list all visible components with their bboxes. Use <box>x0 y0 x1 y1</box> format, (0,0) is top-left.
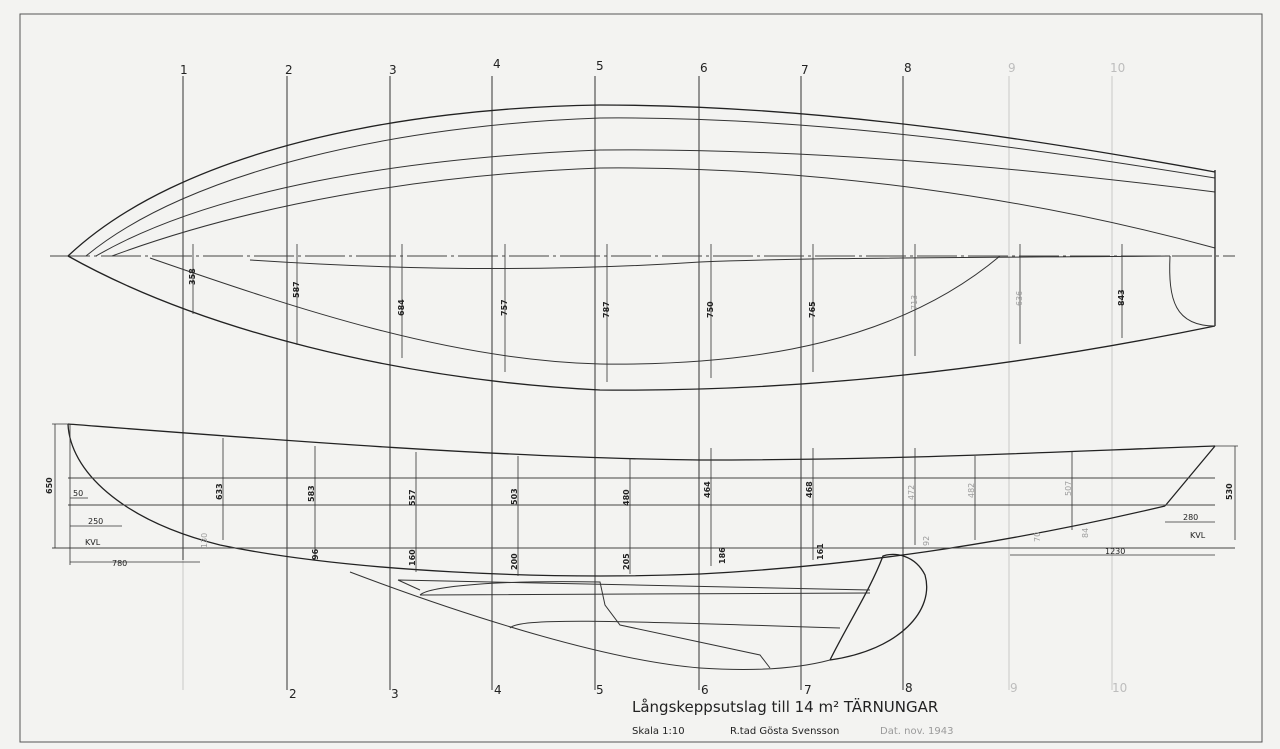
stern-length-label: 1230 <box>1105 547 1126 556</box>
dimension-label: 200 <box>510 553 519 570</box>
dimension-label: 96 <box>311 548 320 560</box>
dimension-label: 160 <box>408 549 417 566</box>
station-number: 2 <box>285 63 293 77</box>
dimension-label: 587 <box>292 281 301 298</box>
bow-dimensions <box>45 477 127 568</box>
dimension-label: 70 <box>1033 531 1042 542</box>
station-numbers-top <box>180 57 1125 77</box>
station-number: 8 <box>905 681 913 695</box>
kvl-label: KVL <box>1190 531 1206 540</box>
drawing-title: Långskeppsutslag till 14 m² TÄRNUNGAR <box>632 698 939 716</box>
dimension-label: 472 <box>907 484 916 500</box>
dimension-label: 750 <box>706 301 715 318</box>
bow-offset-label: 50 <box>73 489 84 498</box>
station-number: 4 <box>493 57 501 71</box>
station-number: 6 <box>701 683 709 697</box>
profile-hull <box>68 424 1215 670</box>
kvl-label: KVL <box>85 538 101 547</box>
station-number: 6 <box>700 61 708 75</box>
scale-label: Skala 1:10 <box>632 726 685 737</box>
waterlines <box>52 424 1238 565</box>
station-number: 10 <box>1110 61 1126 75</box>
station-number: 4 <box>494 683 502 697</box>
dimension-label: 205 <box>622 553 631 570</box>
dimension-label: 583 <box>307 485 316 502</box>
dimension-label: 557 <box>408 489 417 506</box>
freeboard-values <box>215 481 1073 506</box>
stern-offset-label: 280 <box>1183 513 1199 522</box>
dimension-label: 787 <box>602 301 611 318</box>
bow-length-label: 780 <box>112 559 128 568</box>
station-number: 1 <box>180 63 188 77</box>
station-number: 8 <box>904 61 912 75</box>
stern-dimensions <box>1105 483 1234 556</box>
dimension-label: 130 <box>200 532 209 548</box>
half-breadth-values <box>188 268 1126 318</box>
station-number: 3 <box>391 687 399 701</box>
dimension-label: 161 <box>816 543 825 560</box>
station-number: 3 <box>389 63 397 77</box>
station-number: 5 <box>596 59 604 73</box>
dimension-label: 468 <box>805 481 814 498</box>
sheer-lines-top <box>68 105 1215 326</box>
half-breadth-lines <box>68 256 1215 390</box>
dimension-label: 503 <box>510 488 519 505</box>
dimension-label: 507 <box>1064 480 1073 496</box>
date-label: Dat. nov. 1943 <box>880 726 954 737</box>
station-number: 5 <box>596 683 604 697</box>
station-number: 9 <box>1010 681 1018 695</box>
title-block <box>632 697 954 737</box>
station-number: 2 <box>289 687 297 701</box>
dimension-label: 636 <box>1015 290 1024 306</box>
stern-height-label: 530 <box>1225 483 1234 500</box>
dimension-label: 92 <box>922 535 931 546</box>
dimension-label: 684 <box>397 299 406 316</box>
dimension-label: 358 <box>188 268 197 285</box>
keel-depth-values <box>200 528 1090 570</box>
dimension-label: 633 <box>215 483 224 500</box>
dimension-label: 464 <box>703 481 712 498</box>
dimension-label: 765 <box>808 301 817 318</box>
dimension-label: 757 <box>500 299 509 316</box>
dimension-label: 843 <box>1117 289 1126 306</box>
station-number: 9 <box>1008 61 1016 75</box>
drawn-by-label: R.tad Gösta Svensson <box>730 726 840 737</box>
dimension-label: 482 <box>967 482 976 498</box>
sheet-frame <box>20 14 1262 742</box>
bow-height-label: 650 <box>45 477 54 494</box>
bow-offset-label: 250 <box>88 517 104 526</box>
dimension-label: 84 <box>1081 527 1090 538</box>
station-number: 7 <box>801 63 809 77</box>
station-number: 10 <box>1112 681 1128 695</box>
dimension-label: 186 <box>718 547 727 564</box>
dimension-label: 480 <box>622 489 631 506</box>
dimension-label: 713 <box>910 294 919 310</box>
station-number: 7 <box>804 683 812 697</box>
